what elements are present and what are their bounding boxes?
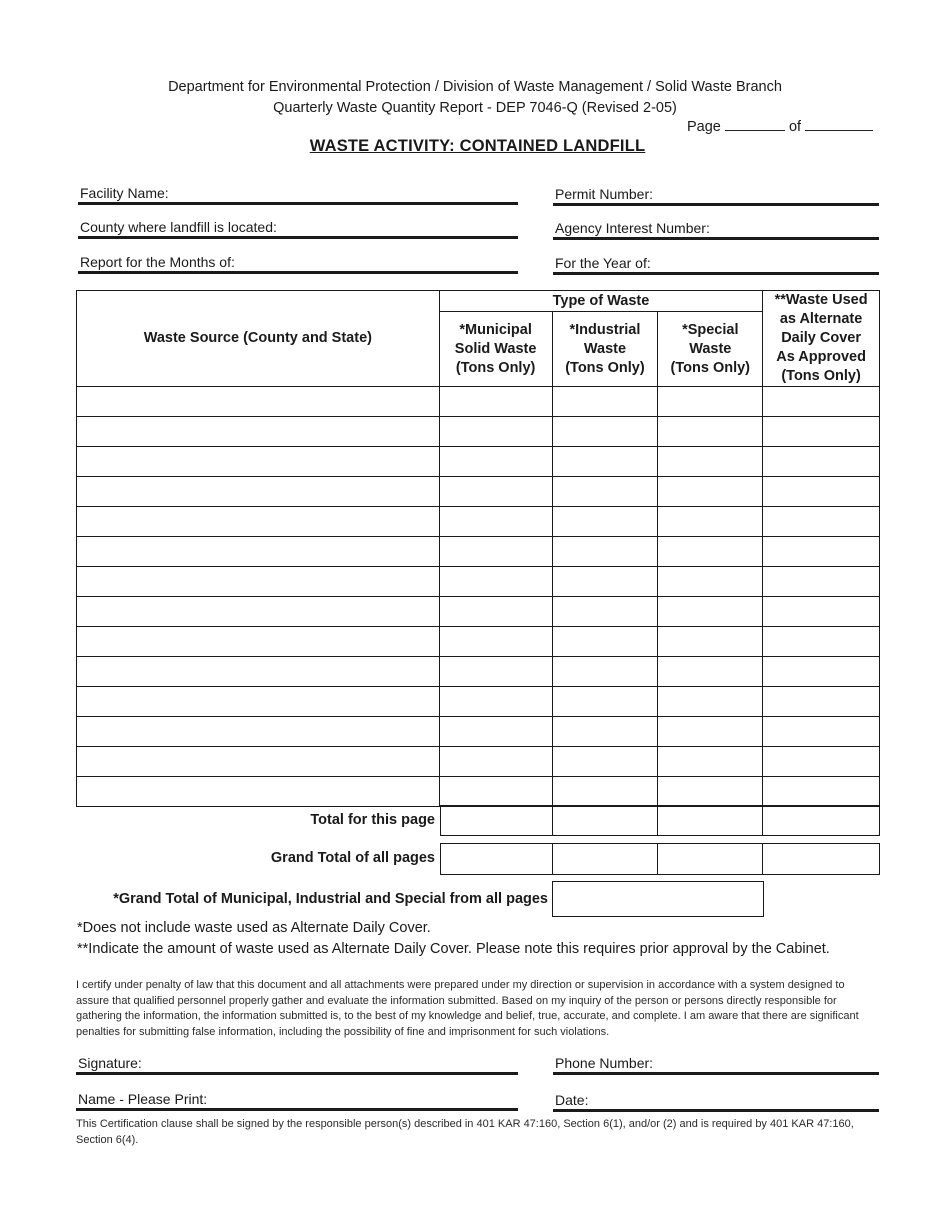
industrial-cell[interactable] bbox=[552, 717, 658, 747]
industrial-cell[interactable] bbox=[552, 747, 658, 777]
signature-field[interactable]: Signature: bbox=[76, 1055, 518, 1075]
industrial-cell[interactable] bbox=[552, 657, 658, 687]
industrial-cell[interactable] bbox=[552, 477, 658, 507]
municipal-header: *Municipal Solid Waste (Tons Only) bbox=[439, 312, 552, 387]
waste-source-cell[interactable] bbox=[77, 627, 440, 657]
date-field[interactable]: Date: bbox=[553, 1092, 879, 1112]
waste-source-cell[interactable] bbox=[77, 447, 440, 477]
waste-source-cell[interactable] bbox=[77, 687, 440, 717]
adc-cell[interactable] bbox=[763, 567, 880, 597]
municipal-cell[interactable] bbox=[439, 687, 552, 717]
table-row bbox=[77, 747, 880, 777]
table-row bbox=[77, 387, 880, 417]
of-label: of bbox=[788, 119, 802, 135]
waste-source-cell[interactable] bbox=[77, 597, 440, 627]
industrial-cell[interactable] bbox=[552, 687, 658, 717]
municipal-cell[interactable] bbox=[439, 747, 552, 777]
adc-cell[interactable] bbox=[763, 687, 880, 717]
adc-cell[interactable] bbox=[763, 387, 880, 417]
industrial-cell[interactable] bbox=[552, 777, 658, 807]
total-page-industrial[interactable] bbox=[552, 805, 658, 836]
adc-cell[interactable] bbox=[763, 507, 880, 537]
waste-source-cell[interactable] bbox=[77, 657, 440, 687]
waste-source-cell[interactable] bbox=[77, 507, 440, 537]
adc-cell[interactable] bbox=[763, 477, 880, 507]
form-number: Quarterly Waste Quantity Report - DEP 7046-Q (Revised 2-05) bbox=[273, 100, 677, 116]
special-cell[interactable] bbox=[658, 657, 763, 687]
municipal-cell[interactable] bbox=[439, 447, 552, 477]
grand-total-msw-field[interactable] bbox=[552, 881, 764, 917]
special-cell[interactable] bbox=[658, 717, 763, 747]
waste-table bbox=[76, 290, 880, 807]
adc-cell[interactable] bbox=[763, 657, 880, 687]
industrial-cell[interactable] bbox=[552, 627, 658, 657]
report-months-field[interactable]: Report for the Months of: bbox=[78, 254, 518, 274]
grand-total-msw-label: *Grand Total of Municipal, Industrial and Special from all pages bbox=[113, 891, 548, 907]
adc-cell[interactable] bbox=[763, 777, 880, 807]
table-row bbox=[77, 627, 880, 657]
special-cell[interactable] bbox=[658, 507, 763, 537]
municipal-cell[interactable] bbox=[439, 597, 552, 627]
municipal-cell[interactable] bbox=[439, 537, 552, 567]
industrial-cell[interactable] bbox=[552, 597, 658, 627]
adc-cell[interactable] bbox=[763, 717, 880, 747]
table-row bbox=[77, 567, 880, 597]
industrial-cell[interactable] bbox=[552, 387, 658, 417]
table-row bbox=[77, 687, 880, 717]
special-cell[interactable] bbox=[658, 537, 763, 567]
grand-total-adc[interactable] bbox=[762, 843, 880, 875]
table-row bbox=[77, 717, 880, 747]
page-title: WASTE ACTIVITY: CONTAINED LANDFILL bbox=[309, 137, 646, 155]
table-row bbox=[77, 657, 880, 687]
total-page-municipal[interactable] bbox=[440, 805, 553, 836]
county-field[interactable]: County where landfill is located: bbox=[78, 219, 518, 239]
permit-number-field[interactable]: Permit Number: bbox=[553, 186, 879, 206]
special-cell[interactable] bbox=[658, 627, 763, 657]
table-row bbox=[77, 597, 880, 627]
special-cell[interactable] bbox=[658, 387, 763, 417]
waste-source-cell[interactable] bbox=[77, 777, 440, 807]
municipal-cell[interactable] bbox=[439, 477, 552, 507]
table-row bbox=[77, 447, 880, 477]
table-row bbox=[77, 477, 880, 507]
total-page-adc[interactable] bbox=[762, 805, 880, 836]
grand-total-label: Grand Total of all pages bbox=[270, 850, 435, 866]
municipal-cell[interactable] bbox=[439, 507, 552, 537]
adc-cell[interactable] bbox=[763, 537, 880, 567]
industrial-cell[interactable] bbox=[552, 567, 658, 597]
page-total-field[interactable] bbox=[805, 130, 873, 131]
table-row bbox=[77, 537, 880, 567]
waste-source-cell[interactable] bbox=[77, 387, 440, 417]
table-row bbox=[77, 417, 880, 447]
certification-footnote: This Certification clause shall be signed by the responsible person(s) described in 401 KAR 47:160, Section 6(1), and/or (2) and is required by 401 KAR 47:160, Section 6(4). bbox=[76, 1118, 854, 1146]
note-adc-excluded: *Does not include waste used as Alternate Daily Cover. bbox=[77, 920, 431, 936]
facility-name-field[interactable]: Facility Name: bbox=[78, 185, 518, 205]
waste-source-cell[interactable] bbox=[77, 477, 440, 507]
type-of-waste-header: Type of Waste bbox=[439, 291, 762, 312]
adc-header: **Waste Used as Alternate Daily Cover As Approved (Tons Only) bbox=[763, 291, 880, 387]
waste-source-cell[interactable] bbox=[77, 717, 440, 747]
special-cell[interactable] bbox=[658, 447, 763, 477]
municipal-cell[interactable] bbox=[439, 567, 552, 597]
industrial-cell[interactable] bbox=[552, 537, 658, 567]
agency-interest-field[interactable]: Agency Interest Number: bbox=[553, 220, 879, 240]
special-header: *Special Waste (Tons Only) bbox=[658, 312, 763, 387]
table-row bbox=[77, 507, 880, 537]
industrial-cell[interactable] bbox=[552, 447, 658, 477]
table-row bbox=[77, 777, 880, 807]
waste-source-cell[interactable] bbox=[77, 537, 440, 567]
waste-source-cell[interactable] bbox=[77, 747, 440, 777]
adc-cell[interactable] bbox=[763, 747, 880, 777]
printed-name-field[interactable]: Name - Please Print: bbox=[76, 1091, 518, 1111]
municipal-cell[interactable] bbox=[439, 717, 552, 747]
special-cell[interactable] bbox=[658, 597, 763, 627]
municipal-cell[interactable] bbox=[439, 417, 552, 447]
special-cell[interactable] bbox=[658, 567, 763, 597]
total-page-special[interactable] bbox=[657, 805, 763, 836]
page-numbering bbox=[687, 119, 873, 135]
adc-cell[interactable] bbox=[763, 417, 880, 447]
municipal-cell[interactable] bbox=[439, 777, 552, 807]
municipal-cell[interactable] bbox=[439, 627, 552, 657]
special-cell[interactable] bbox=[658, 477, 763, 507]
adc-cell[interactable] bbox=[763, 597, 880, 627]
grand-total-special[interactable] bbox=[657, 843, 763, 875]
industrial-header: *Industrial Waste (Tons Only) bbox=[552, 312, 658, 387]
page-number-field[interactable] bbox=[725, 130, 785, 131]
grand-total-industrial[interactable] bbox=[552, 843, 658, 875]
page-label: Page bbox=[687, 119, 721, 135]
municipal-cell[interactable] bbox=[439, 657, 552, 687]
special-cell[interactable] bbox=[658, 417, 763, 447]
year-field[interactable]: For the Year of: bbox=[553, 255, 879, 275]
total-page-label: Total for this page bbox=[310, 812, 435, 828]
municipal-cell[interactable] bbox=[439, 387, 552, 417]
waste-source-header: Waste Source (County and State) bbox=[77, 291, 440, 387]
adc-cell[interactable] bbox=[763, 447, 880, 477]
agency-header: Department for Environmental Protection / Division of Waste Management / Solid Waste Branch bbox=[168, 79, 782, 95]
special-cell[interactable] bbox=[658, 687, 763, 717]
phone-number-field[interactable]: Phone Number: bbox=[553, 1055, 879, 1075]
grand-total-municipal[interactable] bbox=[440, 843, 553, 875]
industrial-cell[interactable] bbox=[552, 507, 658, 537]
adc-cell[interactable] bbox=[763, 627, 880, 657]
industrial-cell[interactable] bbox=[552, 417, 658, 447]
waste-source-cell[interactable] bbox=[77, 417, 440, 447]
note-adc-indicate: **Indicate the amount of waste used as Alternate Daily Cover. Please note this requires prior approval by the Cabinet. bbox=[77, 941, 830, 957]
special-cell[interactable] bbox=[658, 747, 763, 777]
special-cell[interactable] bbox=[658, 777, 763, 807]
certification-text: I certify under penalty of law that this document and all attachments were prepared under my direction or supervision in accordance with a system designed to assure that qualified personnel properly gather and evaluate the information submitted. Based on my inquiry of the person or persons directly responsible for gathering the information, the information submitted is, to the best of my knowledge and belief, true, accurate, and complete. I am aware that there are significant penalties for submitting false information, including the possibility of fine and imprisonment for such violations. bbox=[76, 979, 859, 1038]
waste-source-cell[interactable] bbox=[77, 567, 440, 597]
